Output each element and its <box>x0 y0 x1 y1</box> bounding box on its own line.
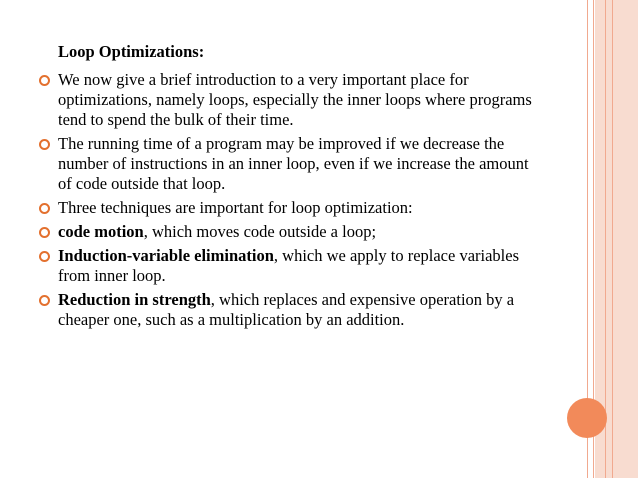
bullet-ring-icon <box>39 227 50 238</box>
bullet-ring-icon <box>39 75 50 86</box>
bullet-item <box>36 134 546 194</box>
bullet-item <box>36 198 546 218</box>
slide-heading: Loop Optimizations: <box>58 42 205 61</box>
bullet-item <box>36 222 546 242</box>
bullet-ring-icon <box>39 203 50 214</box>
bullet-text: Three techniques are important for loop optimization: <box>58 198 413 217</box>
bullet-ring-icon <box>39 295 50 306</box>
bullet-term: Induction-variable elimination <box>58 246 274 265</box>
bullet-item <box>36 70 546 130</box>
decorative-circle <box>567 398 607 438</box>
bullet-text: , which we apply to replace variables from inner loop. <box>58 246 520 285</box>
decorative-band-line <box>605 0 606 478</box>
bullet-text: The running time of a program may be improved if we decrease the number of instructions in an inner loop, even if we increase the amount of code outside that loop. <box>58 134 529 193</box>
bullet-ring-icon <box>39 251 50 262</box>
bullet-term: Reduction in strength <box>58 290 211 309</box>
decorative-band-line <box>612 0 613 478</box>
slide-content <box>36 42 546 334</box>
bullet-ring-icon <box>39 139 50 150</box>
bullet-item <box>36 290 546 330</box>
bullet-text: We now give a brief introduction to a very important place for optimizations, namely loops, especially the inner loops where programs tend to spend the bulk of their time. <box>58 70 532 129</box>
bullet-text: , which replaces and expensive operation by a cheaper one, such as a multiplication by an addition. <box>58 290 515 329</box>
bullet-text: , which moves code outside a loop; <box>143 222 377 241</box>
bullet-item <box>36 246 546 286</box>
bullet-term: code motion <box>58 222 144 241</box>
